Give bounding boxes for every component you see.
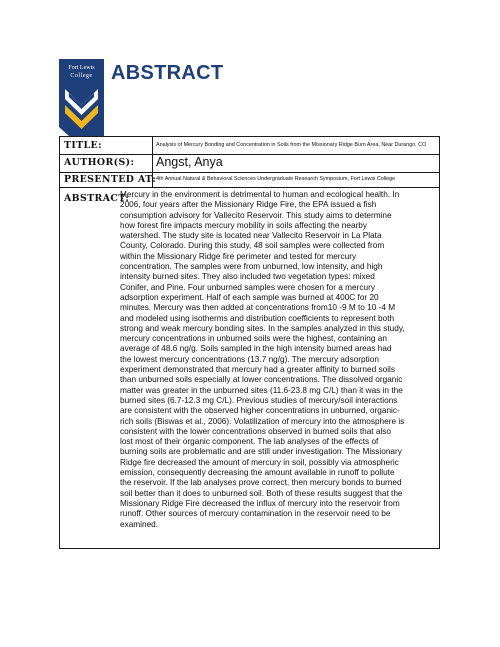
abstract-line: average of 48.6 ng/g. Soils sampled in the high intensity burned areas had xyxy=(120,344,392,354)
abstract-line: how forest fire impacts mercury mobility in soils affecting the nearby xyxy=(120,220,367,230)
presented-value: 4th Annual Natural & Behavioral Sciences Undergraduate Research Symposium, Fort Lewis College xyxy=(156,175,396,182)
author-label: AUTHOR(S): xyxy=(64,157,135,168)
abstract-line: rich soils (Biswas et al., 2006). Volatilization of mercury into the atmosphere is xyxy=(120,416,405,426)
title-label: TITLE: xyxy=(64,140,102,151)
author-row xyxy=(60,154,439,173)
abstract-line: minutes. Mercury was then added at concentrations from10 -9 M to 10 -4 M xyxy=(120,303,396,313)
abstract-line: the reservoir. If the lab analyses prove correct, then mercury bonds to burned xyxy=(120,478,402,488)
abstract-line: runoff. Other sources of mercury contamination in the reservoir need to be xyxy=(120,509,391,519)
logo-graphic xyxy=(59,59,104,136)
abstract-line: consumption advisory for Vallecito Reservoir. This study aims to determine xyxy=(120,210,392,220)
logo-text-college: College xyxy=(70,73,93,79)
abstract-line: strong and weak mercury bonding sites. In the samples analyzed in this study, xyxy=(120,323,405,333)
title-value: Analysis of Mercury Bonding and Concentration in Soils from the Missionary Ridge Burn Area, Near Durango, CO xyxy=(156,141,427,148)
abstract-line: County, Colorado. During this study, 48 soil samples were collected from xyxy=(120,241,385,251)
presented-row xyxy=(60,172,439,188)
abstract-line: Missionary Ridge Fire decreased the influx of mercury into the reservoir from xyxy=(120,498,400,508)
abstract-line: experiment demonstrated that mercury had a greater affinity to burned soils xyxy=(120,365,395,375)
abstract-line: Mercury in the environment is detrimental to human and ecological health. In xyxy=(120,190,400,199)
abstract-line: watershed. The study site is located near Vallecito Reservoir in La Plata xyxy=(120,231,382,241)
presented-label: PRESENTED AT: xyxy=(64,174,157,185)
abstract-line: examined. xyxy=(120,519,159,529)
abstract-line: mercury concentrations in unburned soils were the highest, containing an xyxy=(120,334,387,344)
page-heading: ABSTRACT xyxy=(111,62,224,84)
abstract-line: adsorption experiment. Half of each sample was burned at 400C for 20 xyxy=(120,292,379,302)
abstract-line: within the Missionary Ridge fire perimeter and tested for mercury xyxy=(120,251,357,261)
abstract-line: Conifer, and Pine. Four unburned samples were chosen for a mercury xyxy=(120,282,375,292)
logo-text-fort-lewis: Fort Lewis xyxy=(68,65,95,71)
author-value: Angst, Anya xyxy=(156,155,223,169)
abstract-line: burned sites (6.7-12.3 mg C/L). Previous studies of mercury/soil interactions xyxy=(120,395,398,405)
abstract-line: burning soils are problematic and are still under investigation. The Missionary xyxy=(120,447,402,457)
abstract-line: and modeled using isotherms and distribution coefficients to represent both xyxy=(120,313,395,323)
title-row xyxy=(60,137,439,155)
abstract-line: matter was greater in the unburned sites (11.6-23.8 mg C/L) than it was in the xyxy=(120,385,403,395)
abstract-form xyxy=(59,136,440,549)
abstract-line: 2006, four years after the Missionary Ridge Fire, the EPA issued a fish xyxy=(120,200,377,210)
abstract-line: the lowest mercury concentrations (13.7 ng/g). The mercury adsorption xyxy=(120,354,379,364)
fort-lewis-college-logo xyxy=(59,59,104,136)
abstract-line: than unburned soils especially at lower concentrations. The dissolved organic xyxy=(120,375,403,385)
abstract-line: Ridge fire decreased the amount of mercury in soil, possibly via atmospheric xyxy=(120,457,399,467)
abstract-body xyxy=(120,190,436,530)
abstract-line: consistent with the lower concentrations observed in burned soils that also xyxy=(120,426,392,436)
abstract-label: ABSTRACT: xyxy=(64,193,130,204)
abstract-line: lost most of their organic component. The lab analyses of the effects of xyxy=(120,437,379,447)
abstract-line: concentration. The samples were from unburned, low intensity, and high xyxy=(120,262,383,272)
abstract-line: intensity burned sites. They also included two vegetation types: mixed xyxy=(120,272,375,282)
abstract-line: are consistent with the observed higher concentrations in unburned, organic- xyxy=(120,406,400,416)
abstract-line: emission, consequently decreasing the amount available in runoff to pollute xyxy=(120,468,395,478)
abstract-line: soil better than it does to unburned soil. Both of these results suggest that the xyxy=(120,488,403,498)
